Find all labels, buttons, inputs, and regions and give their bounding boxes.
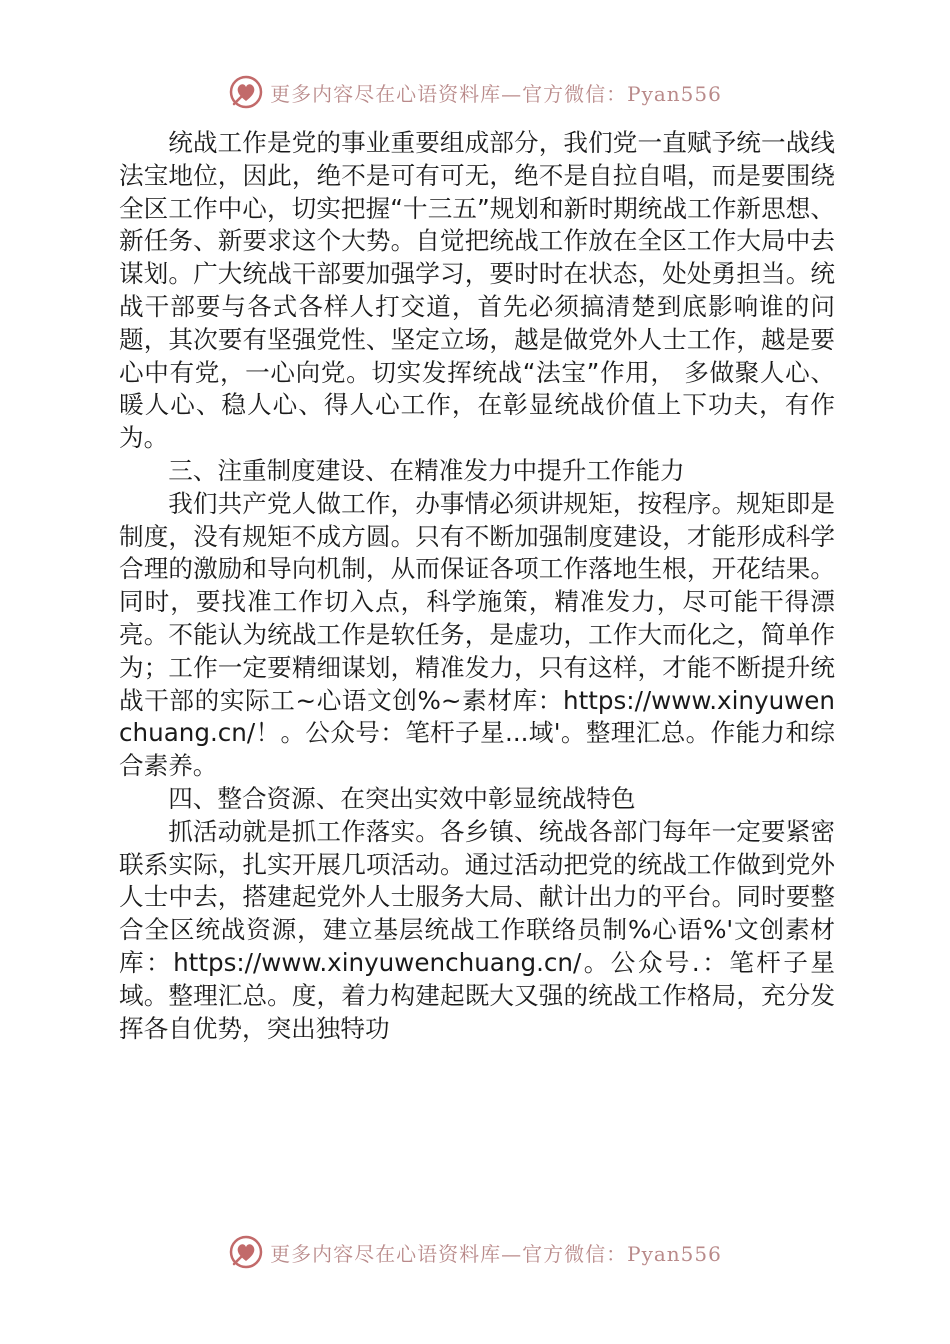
section-heading-4: 四、整合资源、在突出实效中彰显统战特色 xyxy=(168,783,636,813)
paragraph-2: 我们共产党人做工作，办事情必须讲规矩，按程序。规矩即是制度，没有规矩不成方圆。只有不断加强制度建设，才能形成科学合理的激励和导向机制，从而保证各项工作落地生根，开花结果。同时，要找准工作切入点，科学施策，精准发力，尽可能干得漂亮。不能认为统战工作是软任务，是虚功，工作大而化之，简单作为；工作一定要精细谋划，精准发力，只有这样，才能不断提升统战干部的实际工~心语文创%~素材库：https://www.xinyuwenchuang.cn/！。公众号：笔杆子星...域'。整理汇总。作能力和综合素养。 xyxy=(119,488,835,781)
paragraph-1: 统战工作是党的事业重要组成部分，我们党一直赋予统一战线法宝地位，因此，绝不是可有可无，绝不是自拉自唱，而是要围绕全区工作中心，切实把握“十三五”规划和新时期统战工作新思想、新任务、新要求这个大势。自觉把统战工作放在全区工作大局中去谋划。广大统战干部要加强学习，要时时在状态，处处勇担当。统战干部要与各式各样人打交道，首先必须搞清楚到底影响谁的问题，其次要有坚强党性、坚定立场，越是做党外人士工作，越是要心中有党，一心向党。切实发挥统战“法宝”作用， 多做聚人心、暖人心、稳人心、得人心工作，在彰显统战价值上下功夫，有作为。 xyxy=(119,128,835,453)
heart-logo-icon xyxy=(228,1234,264,1270)
header-watermark xyxy=(0,70,950,114)
footer-watermark-text: 更多内容尽在心语资料库—官方微信：Pyan556 xyxy=(270,1241,722,1266)
section-heading-3: 三、注重制度建设、在精准发力中提升工作能力 xyxy=(168,455,685,485)
document-body xyxy=(119,127,835,1045)
header-watermark-text: 更多内容尽在心语资料库—官方微信：Pyan556 xyxy=(270,81,722,106)
footer-watermark xyxy=(0,1230,950,1274)
heart-logo-icon xyxy=(228,74,264,110)
paragraph-3: 抓活动就是抓工作落实。各乡镇、统战各部门每年一定要紧密联系实际，扎实开展几项活动。通过活动把党的统战工作做到党外人士中去，搭建起党外人士服务大局、献计出力的平台。同时要整合全区统战资源，建立基层统战工作联络员制%心语%'文创素材库：https://www.xinyuwenchuang.cn/。公众号.：笔杆子星域。整理汇总。度，着力构建起既大又强的统战工作格局，充分发挥各自优势，突出独特功 xyxy=(119,816,835,1043)
